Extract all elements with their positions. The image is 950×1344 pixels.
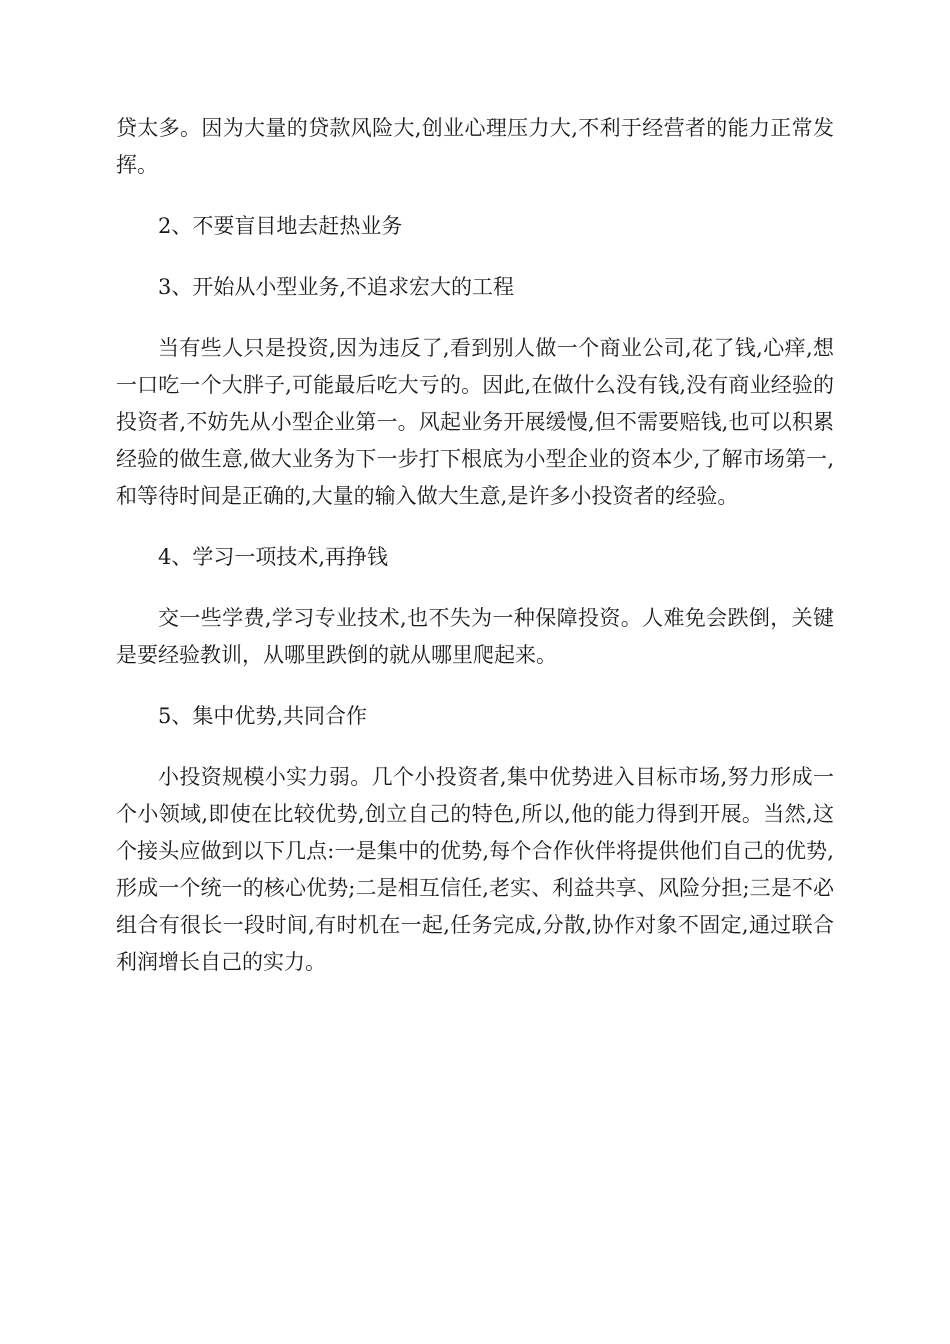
paragraph-continuation: 贷太多。因为大量的贷款风险大,创业心理压力大,不利于经营者的能力正常发挥。 [116,116,834,177]
section-heading-4: 4、学习一项技术,再挣钱 [158,545,389,569]
document-body [116,110,834,1005]
section-heading-3: 3、开始从小型业务,不追求宏大的工程 [158,275,515,299]
paragraph-small-business: 当有些人只是投资,因为违反了,看到别人做一个商业公司,花了钱,心痒,想一口吃一个大胖子,可能最后吃大亏的。因此,在做什么没有钱,没有商业经验的投资者,不妨先从小型企业第一。风起业务开展缓慢,但不需要赔钱,也可以积累经验的做生意,做大业务为下一步打下根底为小型企业的资本少,了解市场第一,和等待时间是正确的,大量的输入做大生意,是许多小投资者的经验。 [116,336,834,508]
section-heading-5: 5、集中优势,共同合作 [158,704,368,728]
paragraph-cooperation: 小投资规模小实力弱。几个小投资者,集中优势进入目标市场,努力形成一个小领域,即使在比较优势,创立自己的特色,所以,他的能力得到开展。当然,这个接头应做到以下几点:一是集中的优势,每个合作伙伴将提供他们自己的优势,形成一个统一的核心优势;二是相互信任,老实、利益共享、风险分担;三是不必组合有很长一段时间,有时机在一起,任务完成,分散,协作对象不固定,通过联合利润增长自己的实力。 [116,765,834,974]
section-heading-2: 2、不要盲目地去赶热业务 [158,214,403,238]
paragraph-learn-skill: 交一些学费,学习专业技术,也不失为一种保障投资。人难免会跌倒，关键是要经验教训，从哪里跌倒的就从哪里爬起来。 [116,606,834,667]
